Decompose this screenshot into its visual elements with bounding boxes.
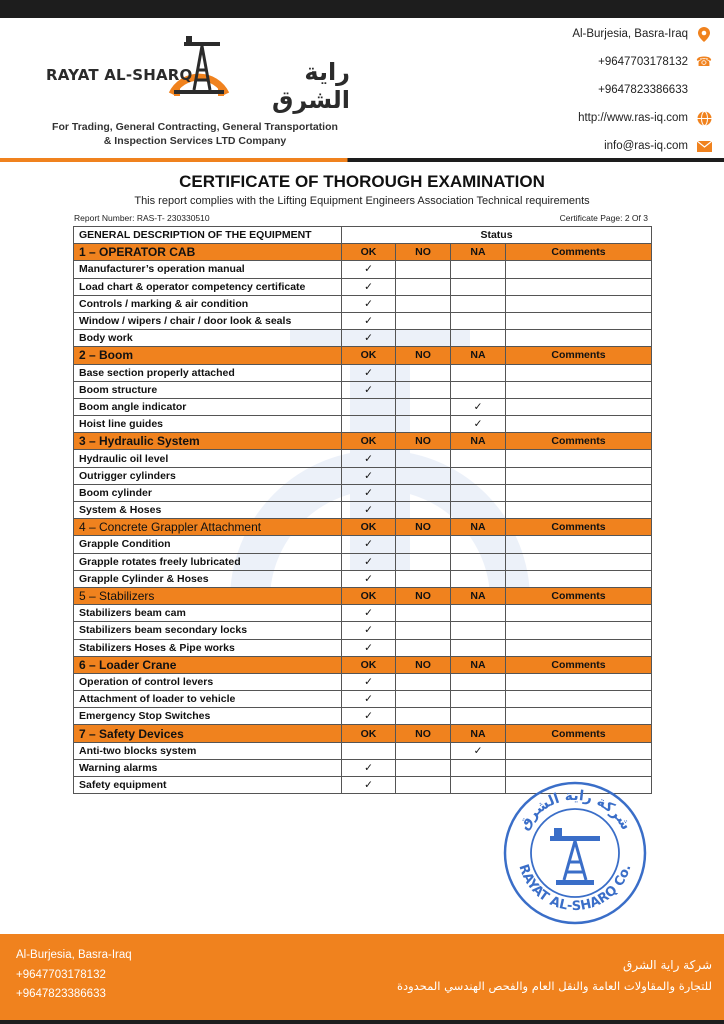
no-column-header: NO [396, 725, 451, 742]
no-cell [396, 536, 451, 553]
table-row [74, 742, 652, 759]
contact-phone-2 [472, 76, 712, 104]
report-number: Report Number: RAS-T- 230330510 [74, 213, 210, 223]
contact-phone-1-text: +9647703178132 [598, 56, 688, 68]
check-icon: ✓ [342, 536, 396, 553]
check-icon: ✓ [342, 605, 396, 622]
table-row [74, 605, 652, 622]
header-divider [0, 158, 724, 162]
na-column-header: NA [451, 519, 506, 536]
letterhead [0, 18, 724, 158]
check-icon: ✓ [342, 330, 396, 347]
check-icon: ✓ [451, 416, 506, 433]
na-cell [451, 295, 506, 312]
no-cell [396, 691, 451, 708]
item-label: Grapple Cylinder & Hoses [74, 570, 342, 587]
na-cell [451, 605, 506, 622]
no-cell [396, 278, 451, 295]
table-row [74, 502, 652, 519]
na-column-header: NA [451, 587, 506, 604]
location-icon [696, 26, 712, 42]
no-cell [396, 381, 451, 398]
examination-table-body [74, 227, 652, 794]
ok-column-header: OK [342, 587, 396, 604]
table-row [74, 553, 652, 570]
comments-column-header: Comments [506, 433, 652, 450]
na-column-header: NA [451, 433, 506, 450]
item-label: Warning alarms [74, 759, 342, 776]
no-column-header: NO [396, 519, 451, 536]
no-cell [396, 416, 451, 433]
na-column-header: NA [451, 656, 506, 673]
no-cell [396, 759, 451, 776]
item-label: Stabilizers beam cam [74, 605, 342, 622]
desc-column-header: GENERAL DESCRIPTION OF THE EQUIPMENT [74, 227, 342, 244]
footer-phone-1: +9647703178132 [16, 968, 106, 981]
table-header-row [74, 227, 652, 244]
ok-column-header: OK [342, 656, 396, 673]
na-cell [451, 312, 506, 329]
comments-cell [506, 295, 652, 312]
na-cell [451, 536, 506, 553]
certificate-page: Certificate Page: 2 Of 3 [559, 213, 648, 223]
item-label: Emergency Stop Switches [74, 708, 342, 725]
item-label: Boom angle indicator [74, 398, 342, 415]
stamp-text-en: RAYAT AL-SHARQ Co. [515, 862, 635, 915]
mail-icon [696, 138, 712, 154]
check-icon: ✓ [342, 467, 396, 484]
no-cell [396, 312, 451, 329]
no-cell [396, 673, 451, 690]
section-title: 1 – OPERATOR CAB [74, 244, 342, 261]
table-row [74, 330, 652, 347]
ok-column-header: OK [342, 347, 396, 364]
item-label: Safety equipment [74, 777, 342, 794]
table-row [74, 381, 652, 398]
na-cell [451, 691, 506, 708]
footer-address: Al-Burjesia, Basra-Iraq [16, 949, 132, 961]
check-icon: ✓ [342, 639, 396, 656]
section-header-row [74, 587, 652, 604]
table-row [74, 312, 652, 329]
item-label: Stabilizers Hoses & Pipe works [74, 639, 342, 656]
comments-cell [506, 261, 652, 278]
check-icon: ✓ [342, 261, 396, 278]
item-label: Attachment of loader to vehicle [74, 691, 342, 708]
section-header-row [74, 519, 652, 536]
table-row [74, 416, 652, 433]
contact-block [472, 20, 712, 160]
na-column-header: NA [451, 347, 506, 364]
item-label: Hydraulic oil level [74, 450, 342, 467]
check-icon: ✓ [342, 278, 396, 295]
status-column-header: Status [342, 227, 652, 244]
table-row [74, 398, 652, 415]
table-row [74, 467, 652, 484]
footer-company-ar [397, 954, 712, 996]
item-label: Controls / marking & air condition [74, 295, 342, 312]
comments-cell [506, 484, 652, 501]
contact-phone-2-text: +9647823386633 [598, 84, 688, 96]
no-column-header: NO [396, 587, 451, 604]
item-label: Boom cylinder [74, 484, 342, 501]
comments-cell [506, 364, 652, 381]
comments-cell [506, 278, 652, 295]
ok-cell [342, 398, 396, 415]
table-row [74, 278, 652, 295]
item-label: Anti-two blocks system [74, 742, 342, 759]
company-tagline [40, 120, 350, 148]
comments-cell [506, 330, 652, 347]
tagline-line-2: & Inspection Services LTD Company [103, 135, 287, 147]
check-icon: ✓ [451, 742, 506, 759]
check-icon: ✓ [342, 708, 396, 725]
no-cell [396, 467, 451, 484]
check-icon: ✓ [342, 553, 396, 570]
no-cell [396, 398, 451, 415]
na-cell [451, 553, 506, 570]
no-cell [396, 605, 451, 622]
na-cell [451, 639, 506, 656]
company-logo [40, 24, 350, 149]
section-title: 2 – Boom [74, 347, 342, 364]
check-icon: ✓ [342, 622, 396, 639]
section-header-row [74, 433, 652, 450]
check-icon: ✓ [342, 777, 396, 794]
comments-column-header: Comments [506, 347, 652, 364]
table-row [74, 261, 652, 278]
item-label: Grapple rotates freely lubricated [74, 553, 342, 570]
comments-column-header: Comments [506, 587, 652, 604]
footer-contact [16, 946, 132, 1005]
ok-column-header: OK [342, 725, 396, 742]
footer-ar-line-2: للتجارة والمقاولات العامة والنقل العام والفحص الهندسي المحدودة [396, 979, 712, 993]
comments-cell [506, 622, 652, 639]
comments-cell [506, 691, 652, 708]
na-cell [451, 777, 506, 794]
footer-phone-2: +9647823386633 [16, 988, 106, 1000]
na-cell [451, 502, 506, 519]
comments-cell [506, 553, 652, 570]
comments-cell [506, 742, 652, 759]
na-cell [451, 450, 506, 467]
section-title: 3 – Hydraulic System [74, 433, 342, 450]
phone-icon: ☎ [695, 54, 713, 69]
footer [0, 934, 724, 1024]
item-label: Operation of control levers [74, 673, 342, 690]
comments-cell [506, 708, 652, 725]
document-subtitle: This report complies with the Lifting Equipment Engineers Association Technical requirements [134, 195, 590, 207]
table-row [74, 759, 652, 776]
no-cell [396, 330, 451, 347]
item-label: Hoist line guides [74, 416, 342, 433]
check-icon: ✓ [342, 484, 396, 501]
na-column-header: NA [451, 244, 506, 261]
no-cell [396, 261, 451, 278]
comments-cell [506, 312, 652, 329]
no-column-header: NO [396, 656, 451, 673]
na-cell [451, 759, 506, 776]
check-icon: ✓ [342, 295, 396, 312]
table-row [74, 708, 652, 725]
comments-cell [506, 381, 652, 398]
contact-phone-1 [472, 48, 712, 76]
comments-cell [506, 673, 652, 690]
na-cell [451, 364, 506, 381]
company-name-ar: راية الشرق [271, 58, 350, 114]
globe-icon [696, 110, 712, 126]
document-title: CERTIFICATE OF THOROUGH EXAMINATION [179, 172, 545, 191]
item-label: Load chart & operator competency certificate [74, 278, 342, 295]
no-cell [396, 570, 451, 587]
no-cell [396, 622, 451, 639]
svg-text:شركة راية الشرق [516, 788, 634, 833]
na-cell [451, 261, 506, 278]
table-row [74, 450, 652, 467]
section-title: 5 – Stabilizers [74, 587, 342, 604]
ok-column-header: OK [342, 433, 396, 450]
comments-cell [506, 536, 652, 553]
table-row [74, 622, 652, 639]
section-title: 7 – Safety Devices [74, 725, 342, 742]
footer-bottom-line [0, 1020, 724, 1024]
table-row [74, 484, 652, 501]
ok-column-header: OK [342, 244, 396, 261]
no-cell [396, 742, 451, 759]
check-icon: ✓ [342, 759, 396, 776]
contact-website-text[interactable]: http://www.ras-iq.com [578, 112, 688, 124]
item-label: Body work [74, 330, 342, 347]
contact-email-text[interactable]: info@ras-iq.com [604, 140, 688, 152]
examination-table [73, 226, 652, 794]
no-cell [396, 553, 451, 570]
footer-ar-line-1: شركة راية الشرق [623, 958, 712, 972]
comments-cell [506, 502, 652, 519]
table-row [74, 364, 652, 381]
na-column-header: NA [451, 725, 506, 742]
section-header-row [74, 725, 652, 742]
item-label: Window / wipers / chair / door look & seals [74, 312, 342, 329]
comments-cell [506, 467, 652, 484]
contact-address-text: Al-Burjesia, Basra-Iraq [572, 28, 688, 40]
table-row [74, 570, 652, 587]
section-header-row [74, 347, 652, 364]
item-label: Base section properly attached [74, 364, 342, 381]
ok-column-header: OK [342, 519, 396, 536]
comments-cell [506, 570, 652, 587]
table-row [74, 673, 652, 690]
comments-cell [506, 398, 652, 415]
no-cell [396, 708, 451, 725]
company-stamp [502, 780, 648, 926]
comments-column-header: Comments [506, 656, 652, 673]
comments-cell [506, 416, 652, 433]
item-label: Manufacturer’s operation manual [74, 261, 342, 278]
ok-cell [342, 416, 396, 433]
na-cell [451, 278, 506, 295]
no-column-header: NO [396, 433, 451, 450]
na-cell [451, 708, 506, 725]
comments-column-header: Comments [506, 519, 652, 536]
section-header-row [74, 656, 652, 673]
comments-column-header: Comments [506, 725, 652, 742]
na-cell [451, 570, 506, 587]
check-icon: ✓ [342, 673, 396, 690]
section-title: 6 – Loader Crane [74, 656, 342, 673]
table-row [74, 691, 652, 708]
check-icon: ✓ [342, 381, 396, 398]
blank-icon-slot [696, 82, 712, 98]
gear-rig-icon [164, 24, 234, 102]
table-row [74, 536, 652, 553]
no-cell [396, 364, 451, 381]
comments-cell [506, 639, 652, 656]
na-cell [451, 330, 506, 347]
svg-text:RAYAT AL-SHARQ Co. [515, 863, 634, 915]
no-cell [396, 295, 451, 312]
no-column-header: NO [396, 244, 451, 261]
check-icon: ✓ [451, 398, 506, 415]
comments-cell [506, 759, 652, 776]
no-cell [396, 450, 451, 467]
contact-address [472, 20, 712, 48]
na-cell [451, 467, 506, 484]
check-icon: ✓ [342, 312, 396, 329]
contact-website[interactable] [472, 104, 712, 132]
item-label: System & Hoses [74, 502, 342, 519]
company-name-en: RAYAT AL-SHARQ [46, 66, 193, 84]
no-cell [396, 777, 451, 794]
contact-email[interactable] [472, 132, 712, 160]
no-cell [396, 484, 451, 501]
check-icon: ✓ [342, 364, 396, 381]
comments-column-header: Comments [506, 244, 652, 261]
item-label: Outrigger cylinders [74, 467, 342, 484]
top-bar [0, 0, 724, 18]
table-row [74, 639, 652, 656]
na-cell [451, 673, 506, 690]
item-label: Stabilizers beam secondary locks [74, 622, 342, 639]
no-cell [396, 639, 451, 656]
check-icon: ✓ [342, 570, 396, 587]
comments-cell [506, 450, 652, 467]
ok-cell [342, 742, 396, 759]
no-cell [396, 502, 451, 519]
tagline-line-1: For Trading, General Contracting, General Transportation [52, 121, 338, 133]
na-cell [451, 381, 506, 398]
section-title: 4 – Concrete Grappler Attachment [74, 519, 342, 536]
check-icon: ✓ [342, 691, 396, 708]
item-label: Grapple Condition [74, 536, 342, 553]
stamp-rig-icon [550, 828, 600, 885]
na-cell [451, 484, 506, 501]
check-icon: ✓ [342, 450, 396, 467]
item-label: Boom structure [74, 381, 342, 398]
table-row [74, 295, 652, 312]
comments-cell [506, 605, 652, 622]
no-column-header: NO [396, 347, 451, 364]
section-header-row [74, 244, 652, 261]
na-cell [451, 622, 506, 639]
check-icon: ✓ [342, 502, 396, 519]
stamp-text-ar: شركة راية الشرق [516, 787, 634, 833]
